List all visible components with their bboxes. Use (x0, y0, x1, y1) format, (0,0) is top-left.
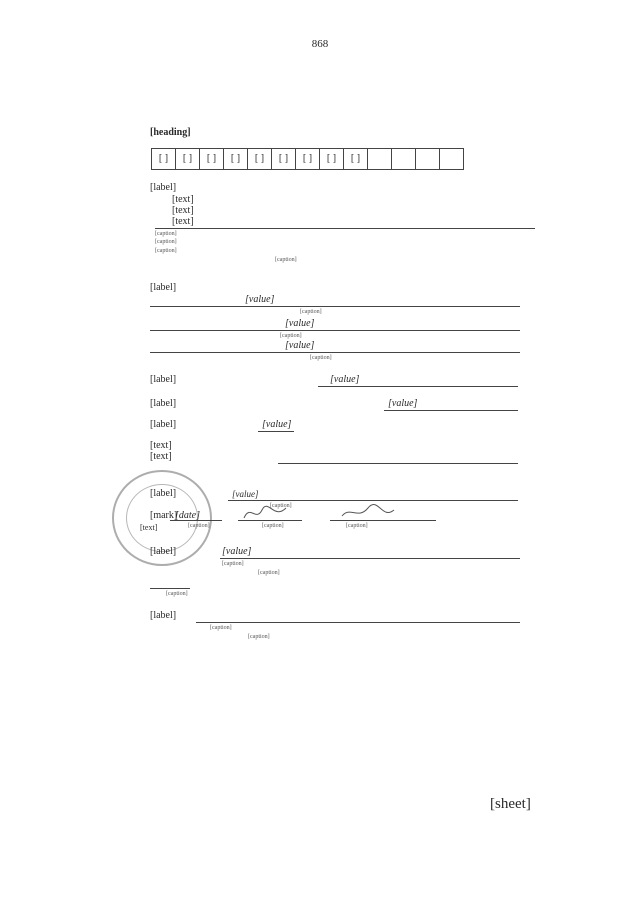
submitted-value: [value] (222, 546, 252, 557)
location-caption: [caption] (300, 309, 322, 315)
area-value: [value] (262, 419, 292, 430)
basis-line: [text] (172, 194, 194, 205)
number-cell: [ ] (343, 148, 368, 170)
prepared-caption: [caption] (270, 503, 292, 509)
basis-underline (155, 228, 535, 229)
number-cell: [ ] (319, 148, 344, 170)
location-caption: [caption] (310, 355, 332, 361)
number-cell: [ ] (295, 148, 320, 170)
number-cell: [ ] (271, 148, 296, 170)
decoding-caption: [caption] (346, 523, 368, 529)
number-cell (415, 148, 440, 170)
cadastral-label: [label] (150, 374, 177, 385)
signature-underline (238, 520, 302, 521)
basis-caption: [caption] (155, 248, 177, 254)
object-location-underline (278, 463, 518, 464)
submitted-caption: [caption] (222, 561, 244, 567)
prepared-underline (228, 500, 518, 501)
number-cell (367, 148, 392, 170)
number-cell (439, 148, 464, 170)
boundaries-value: [value] (388, 398, 418, 409)
cadastral-value: [value] (330, 374, 360, 385)
stamp-org: [text] (140, 523, 158, 532)
page-number: 868 (311, 38, 329, 50)
number-cell: [ ] (175, 148, 200, 170)
approved-caption: [caption] (210, 625, 232, 631)
area-underline (258, 431, 294, 432)
basis-label: [label] (150, 182, 177, 193)
prepared-value: [value] (232, 489, 259, 499)
location-underline (150, 330, 520, 331)
basis-caption: [caption] (155, 239, 177, 245)
basis-caption: [caption] (275, 257, 297, 263)
object-location-line: [text] (150, 440, 172, 451)
basis-line: [text] (172, 216, 194, 227)
date-caption: [caption] (188, 523, 210, 529)
basis-caption: [caption] (155, 231, 177, 237)
sheet-number: [sheet] (490, 796, 531, 812)
document-title: [heading] (150, 127, 191, 138)
number-cell: [ ] (151, 148, 176, 170)
submitted-label: [label] (150, 546, 177, 557)
location-settlement: [value] (285, 340, 315, 351)
stamp-mark: [mark] (150, 510, 178, 521)
location-underline (150, 306, 520, 307)
decoding-underline (330, 520, 436, 521)
number-cell: [ ] (247, 148, 272, 170)
location-label: [label] (150, 282, 177, 293)
approved-underline (196, 622, 520, 623)
date-line-caption: [caption] (166, 591, 188, 597)
location-underline (150, 352, 520, 353)
submitted-underline (220, 558, 520, 559)
approved-label: [label] (150, 610, 177, 621)
number-cells (152, 148, 464, 170)
stamp-date: [date] (175, 510, 200, 521)
basis-line: [text] (172, 205, 194, 216)
approved-caption: [caption] (248, 634, 270, 640)
submitted-caption: [caption] (258, 570, 280, 576)
boundaries-underline (384, 410, 518, 411)
number-cell: [ ] (199, 148, 224, 170)
object-location-line: [text] (150, 451, 172, 462)
location-caption: [caption] (280, 333, 302, 339)
location-region: [value] (245, 294, 275, 305)
number-cell (391, 148, 416, 170)
signature-caption: [caption] (262, 523, 284, 529)
cadastral-underline (318, 386, 518, 387)
number-cell: [ ] (223, 148, 248, 170)
prepared-label: [label] (150, 488, 177, 499)
boundaries-label: [label] (150, 398, 177, 409)
date-underline (170, 520, 222, 521)
area-label: [label] (150, 419, 177, 430)
location-district: [value] (285, 318, 315, 329)
date-line (150, 588, 190, 589)
